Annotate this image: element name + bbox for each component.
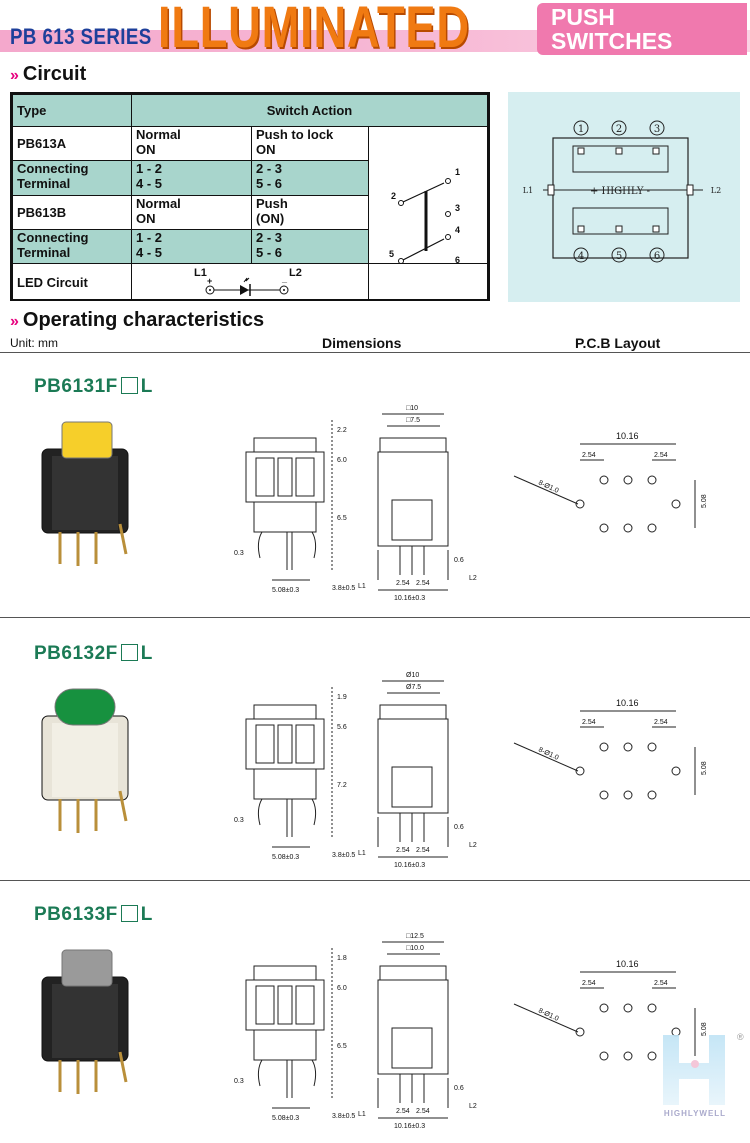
chevron-icon: » bbox=[10, 67, 19, 84]
svg-text:L2: L2 bbox=[289, 267, 302, 279]
svg-text:5.08: 5.08 bbox=[701, 1022, 708, 1036]
type-cell: Connecting Terminal bbox=[13, 229, 132, 263]
svg-text:3.8±0.5: 3.8±0.5 bbox=[332, 1113, 356, 1120]
svg-text:2.54: 2.54 bbox=[582, 719, 596, 726]
svg-text:8-Ø1.0: 8-Ø1.0 bbox=[537, 746, 560, 762]
svg-text:6: 6 bbox=[653, 251, 661, 262]
svg-text:0.3: 0.3 bbox=[234, 817, 244, 824]
action-cell: 2 - 3 5 - 6 bbox=[252, 161, 369, 195]
pcb-layout bbox=[510, 687, 730, 837]
svg-text:L1: L1 bbox=[358, 1111, 366, 1118]
dimensions-heading: Dimensions bbox=[322, 335, 402, 351]
svg-text:5.08±0.3: 5.08±0.3 bbox=[272, 587, 300, 594]
badge-line-1: PUSH bbox=[551, 4, 615, 30]
circuit-table bbox=[10, 92, 490, 301]
svg-text:L2: L2 bbox=[469, 575, 477, 582]
svg-text:L2: L2 bbox=[469, 842, 477, 849]
highlywell-logo bbox=[655, 1030, 745, 1118]
page-title: ILLUMINATED bbox=[158, 0, 470, 60]
divider bbox=[0, 617, 750, 618]
pcb-layout bbox=[510, 420, 730, 570]
option-box bbox=[121, 644, 138, 661]
svg-text:□10: □10 bbox=[406, 405, 419, 412]
svg-text:□12.5: □12.5 bbox=[406, 933, 424, 940]
svg-text:0.6: 0.6 bbox=[454, 1085, 464, 1092]
svg-text:L1: L1 bbox=[358, 850, 366, 857]
svg-text:2.54: 2.54 bbox=[582, 980, 596, 987]
title-badge bbox=[537, 3, 747, 55]
svg-text:®: ® bbox=[737, 1032, 744, 1042]
svg-text:5.08±0.3: 5.08±0.3 bbox=[272, 1115, 300, 1122]
svg-text:□7.5: □7.5 bbox=[406, 417, 420, 424]
svg-text:3.8±0.5: 3.8±0.5 bbox=[332, 585, 356, 592]
series-label: PB 613 SERIES bbox=[10, 24, 152, 49]
led-circuit bbox=[132, 264, 369, 301]
option-box bbox=[121, 905, 138, 922]
svg-text:2.54: 2.54 bbox=[654, 719, 668, 726]
col-type: Type bbox=[13, 95, 132, 127]
action-cell: 1 - 2 4 - 5 bbox=[132, 161, 252, 195]
terminal-label: 4 bbox=[455, 225, 461, 235]
action-cell: Normal ON bbox=[132, 127, 252, 161]
svg-text:10.16: 10.16 bbox=[616, 698, 639, 708]
svg-text:0.6: 0.6 bbox=[454, 557, 464, 564]
svg-text:0.3: 0.3 bbox=[234, 1078, 244, 1085]
svg-text:6.0: 6.0 bbox=[337, 457, 347, 464]
switch-schematic bbox=[369, 127, 488, 264]
action-cell: Push to lock ON bbox=[252, 127, 369, 161]
svg-text:Ø10: Ø10 bbox=[406, 672, 420, 679]
badge-line-2: SWITCHES bbox=[551, 28, 673, 54]
svg-text:6.5: 6.5 bbox=[337, 515, 347, 522]
dimension-drawing bbox=[232, 400, 522, 610]
svg-text:5.6: 5.6 bbox=[337, 724, 347, 731]
svg-text:2.54: 2.54 bbox=[396, 847, 410, 854]
pcb-heading: P.C.B Layout bbox=[575, 335, 661, 351]
dimension-drawing bbox=[232, 928, 522, 1138]
svg-text:2.54: 2.54 bbox=[654, 452, 668, 459]
svg-text:0.3: 0.3 bbox=[234, 550, 244, 557]
svg-text:4: 4 bbox=[577, 251, 585, 262]
product-photo bbox=[30, 942, 145, 1112]
svg-text:L1: L1 bbox=[358, 583, 366, 590]
svg-text:8-Ø1.0: 8-Ø1.0 bbox=[537, 1007, 560, 1023]
svg-text:2.2: 2.2 bbox=[337, 427, 347, 434]
dimension-drawing bbox=[232, 667, 522, 877]
terminal-label: 1 bbox=[455, 167, 461, 177]
svg-text:Ø7.5: Ø7.5 bbox=[406, 684, 422, 691]
type-cell: Connecting Terminal bbox=[13, 161, 132, 195]
product-photo bbox=[30, 414, 145, 584]
svg-text:2.54: 2.54 bbox=[416, 847, 430, 854]
divider bbox=[0, 880, 750, 881]
svg-text:10.16±0.3: 10.16±0.3 bbox=[394, 595, 426, 602]
svg-text:2.54: 2.54 bbox=[396, 580, 410, 587]
svg-text:7.2: 7.2 bbox=[337, 782, 347, 789]
action-cell: Push (ON) bbox=[252, 195, 369, 229]
terminal-label: 6 bbox=[455, 255, 461, 263]
svg-text:+: + bbox=[207, 276, 213, 286]
svg-text:5.08±0.3: 5.08±0.3 bbox=[272, 854, 300, 861]
divider bbox=[0, 352, 750, 353]
col-switch-action: Switch Action bbox=[132, 95, 488, 127]
action-cell: Normal ON bbox=[132, 195, 252, 229]
type-cell: LED Circuit bbox=[13, 264, 132, 301]
svg-text:10.16±0.3: 10.16±0.3 bbox=[394, 862, 426, 869]
svg-text:2.54: 2.54 bbox=[396, 1108, 410, 1115]
svg-text:2.54: 2.54 bbox=[654, 980, 668, 987]
product-photo bbox=[30, 681, 145, 851]
svg-text:2.54: 2.54 bbox=[416, 580, 430, 587]
svg-text:10.16: 10.16 bbox=[616, 431, 639, 441]
svg-text:8-Ø1.0: 8-Ø1.0 bbox=[537, 479, 560, 495]
chevron-icon: » bbox=[10, 313, 19, 330]
svg-text:0.6: 0.6 bbox=[454, 824, 464, 831]
model-name: PB6131F L bbox=[34, 376, 153, 397]
svg-text:6.0: 6.0 bbox=[337, 985, 347, 992]
svg-text:6.5: 6.5 bbox=[337, 1043, 347, 1050]
svg-text:3: 3 bbox=[653, 124, 661, 135]
model-name: PB6133F L bbox=[34, 904, 153, 925]
led-icon bbox=[240, 285, 249, 295]
svg-text:2: 2 bbox=[615, 124, 623, 135]
unit-label: Unit: mm bbox=[10, 336, 58, 350]
brand-label: + HIGHLY - bbox=[589, 186, 651, 197]
svg-text:5.08: 5.08 bbox=[701, 494, 708, 508]
svg-text:L1: L1 bbox=[522, 186, 534, 195]
terminal-layout-diagram bbox=[508, 92, 740, 302]
svg-text:2.54: 2.54 bbox=[582, 452, 596, 459]
svg-text:10.16±0.3: 10.16±0.3 bbox=[394, 1123, 426, 1130]
terminal-label: 2 bbox=[391, 191, 397, 201]
type-cell: PB613B bbox=[13, 195, 132, 229]
svg-text:HIGHLYWELL: HIGHLYWELL bbox=[663, 1109, 727, 1118]
model-name: PB6132F L bbox=[34, 643, 153, 664]
svg-text:L2: L2 bbox=[469, 1103, 477, 1110]
svg-text:1: 1 bbox=[577, 124, 585, 135]
svg-text:5.08: 5.08 bbox=[701, 761, 708, 775]
terminal-label: 5 bbox=[389, 249, 395, 259]
svg-text:□10.0: □10.0 bbox=[406, 945, 424, 952]
action-cell: 2 - 3 5 - 6 bbox=[252, 229, 369, 263]
operating-heading: » Operating characteristics bbox=[10, 309, 265, 331]
svg-text:L2: L2 bbox=[710, 186, 722, 195]
svg-text:L1: L1 bbox=[194, 267, 207, 279]
svg-text:1.9: 1.9 bbox=[337, 694, 347, 701]
option-box bbox=[121, 377, 138, 394]
terminal-label: 3 bbox=[455, 203, 461, 213]
svg-text:10.16: 10.16 bbox=[616, 959, 639, 969]
action-cell: 1 - 2 4 - 5 bbox=[132, 229, 252, 263]
svg-text:3.8±0.5: 3.8±0.5 bbox=[332, 852, 356, 859]
svg-text:_: _ bbox=[282, 274, 288, 284]
svg-text:2.54: 2.54 bbox=[416, 1108, 430, 1115]
svg-text:5: 5 bbox=[615, 251, 623, 262]
type-cell: PB613A bbox=[13, 127, 132, 161]
circuit-heading: » Circuit bbox=[10, 63, 87, 85]
svg-text:1.8: 1.8 bbox=[337, 955, 347, 962]
